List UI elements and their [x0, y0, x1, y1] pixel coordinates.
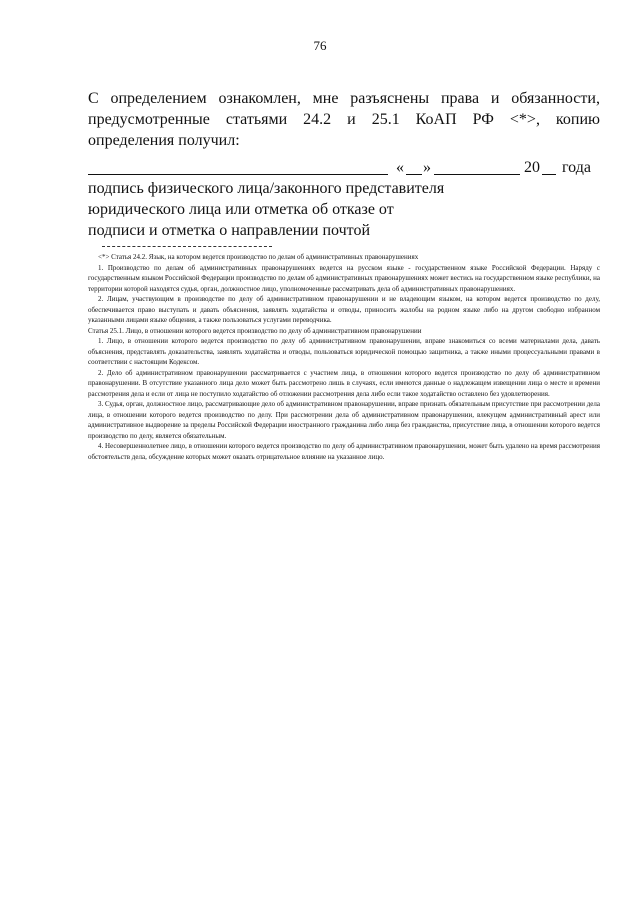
acknowledgement-line-3: определения получил: — [88, 132, 240, 149]
acknowledgement-line-1 — [88, 88, 600, 109]
quote-open: « — [396, 159, 404, 176]
acknowledgement-word: статьями — [225, 111, 288, 128]
footnote-paragraph: 2. Дело об административном правонарушении рассматривается с участием лица, в отношении которого ведется производство по делу об административном правонарушении. В отсутствие указанного лица дело может быть рассмотрено лишь в случаях, если имеются данные о надлежащем извещении лица о месте и времени рассмотрения дела и если от лица не поступило ходатайство об отложении рассмотрения дела либо если такое ходатайство оставлено без удовлетворения. — [88, 368, 600, 398]
acknowledgement-line-2 — [88, 109, 600, 130]
footnote-paragraph: 3. Судья, орган, должностное лицо, рассматривающие дело об административном правонарушении, вправе признать обязательным присутствие при рассмотрении дела лица, в отношении которого ведется производство по делу. При рассмотрении дела об административном правонарушении, влекущем административный арест или административное выдворение за пределы Российской Федерации иностранного гражданина либо лица без гражданства, присутствие лица, в отношении которого ведется производство по делу, является обязательным. — [88, 400, 600, 440]
day-blank[interactable] — [406, 174, 422, 175]
signature-caption-line: подписи и отметка о направлении почтой — [88, 222, 370, 239]
acknowledgement-word: 25.1 — [371, 111, 400, 128]
signature-blank[interactable] — [88, 174, 388, 175]
footnotes — [88, 252, 600, 462]
footnote-title-25-1: Статья 25.1. Лицо, в отношении которого ведется производство по делу об административном правонарушении — [88, 326, 422, 335]
acknowledgement-word: определением — [110, 90, 207, 107]
acknowledgement-word: копию — [555, 111, 600, 128]
footnote-paragraph: 1. Производство по делам об административных правонарушениях ведется на русском языке - государственном языке Российской Федерации. Наряду с государственным языком Российской Федерации производство по делам об административных правонарушениях может вестись на государственном языке республики, на территории которой находятся судья, орган, должностное лицо, уполномоченные рассматривать дела об административных правонарушениях. — [88, 263, 600, 293]
signature-caption-line: подпись физического лица/законного представителя — [88, 180, 445, 197]
acknowledgement-text — [88, 88, 600, 151]
year-word: года — [562, 159, 591, 176]
footnote-paragraph: 2. Лицам, участвующим в производстве по делу об административном правонарушении и не владеющим языком, на котором ведется производство по делу, обеспечивается право выступать и давать объяснения, заявлять ходатайства и отводы, приносить жалобы на родном языке либо на другом свободно избранном указанными лицами языке общения, а также пользоваться услугами переводчика. — [88, 295, 600, 324]
acknowledgement-word: и — [347, 111, 356, 128]
acknowledgement-word: РФ — [472, 111, 494, 128]
acknowledgement-word: предусмотренные — [88, 111, 210, 128]
footnote-title-24-2: <*> Статья 24.2. Язык, на котором ведется производство по делам об административных правонарушениях — [98, 253, 419, 261]
acknowledgement-word: 24.2 — [303, 111, 332, 128]
footnote-paragraph: 4. Несовершеннолетнее лицо, в отношении которого ведется производство по делу об административном правонарушении, может быть удалено на время рассмотрения обстоятельств дела, обсуждение которых может оказать отрицательное влияние на указанное лицо. — [88, 442, 600, 461]
acknowledgement-word: обязанности, — [511, 90, 600, 107]
year-prefix: 20 — [524, 159, 540, 176]
footnote-separator — [102, 246, 272, 247]
signature-caption-line: юридического лица или отметка об отказе от — [88, 201, 394, 218]
footnote-paragraph: 1. Лицо, в отношении которого ведется производство по делу об административном правонарушении, вправе знакомиться со всеми материалами дела, давать объяснения, представлять доказательства, заявлять ходатайства и отводы, пользоваться юридической помощью защитника, а также иными процессуальными правами в соответствии с настоящим Кодексом. — [88, 337, 600, 366]
acknowledgement-word: ознакомлен, — [218, 90, 301, 107]
signature-date-line — [88, 158, 600, 180]
acknowledgement-word: разъяснены — [350, 90, 430, 107]
acknowledgement-word: права — [440, 90, 480, 107]
signature-caption — [88, 178, 488, 241]
year-blank[interactable] — [542, 174, 556, 175]
acknowledgement-word: С — [88, 90, 99, 107]
page-number: 76 — [313, 38, 327, 53]
acknowledgement-word: КоАП — [415, 111, 457, 128]
acknowledgement-word: и — [490, 90, 500, 107]
quote-close: » — [423, 159, 431, 176]
acknowledgement-word: <*>, — [509, 111, 540, 128]
acknowledgement-word: мне — [312, 90, 339, 107]
month-blank[interactable] — [434, 174, 520, 175]
